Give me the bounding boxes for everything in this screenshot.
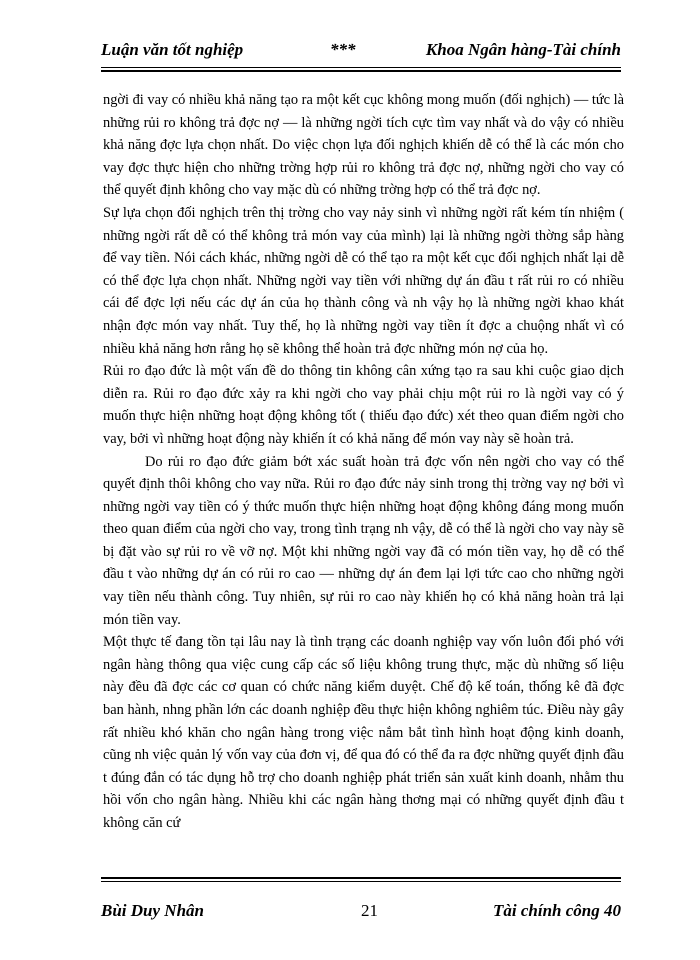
header-faculty-label: Khoa Ngân hàng-Tài chính [425,40,621,59]
footer-rule-thick [101,877,621,879]
body-text [103,89,624,879]
paragraph: Do rủi ro đạo đức giảm bớt xác suất hoàn trả đợc vốn nên ngời cho vay có thể quyết định thôi không cho vay nữa. Rủi ro đạo đức nảy sinh trong thị trờng vay nợ bởi vì những ngời vay tiền có ý thức muốn thực hiện những hoạt động không đáng mong muốn theo quan điểm của ngời cho vay, trong tình trạng nh vậy, dễ có thể là ngời cho vay này sẽ bị đặt vào sự rủi ro về vỡ nợ. Một khi những ngời vay đã có món tiền vay, họ dễ có thể đầu t vào những dự án có rủi ro cao — những dự án đem lại lợi tức cao cho những ngời vay tiền nếu thành công. Tuy nhiên, sự rủi ro cao này khiến họ có khả năng hoàn trả lại món tiền vay. [103,453,624,628]
page-header [101,40,621,66]
paragraph: Một thực tế đang tồn tại lâu nay là tình trạng các doanh nghiệp vay vốn luôn đối phó với ngân hàng thông qua việc cung cấp các số liệu không trung thực, mặc dù những số liệu này đều đã đợc các cơ quan có chức năng kiểm duyệt. Chế độ kế toán, thống kê đã đợc ban hành, nhng phần lớn các doanh nghiệp đều thực hiện không nghiêm túc. Điều này gây rất nhiều khó khăn cho ngân hàng trong việc nắm bắt tình hình hoạt động kinh doanh, cũng nh việc quản lý vốn vay của đơn vị, để qua đó có thể đa ra đợc những quyết định đầu t đúng đắn có tác dụng hỗ trợ cho doanh nghiệp phát triển sản xuất kinh doanh, nhằm thu hồi vốn cho ngân hàng. Nhiều khi các ngân hàng thơng mại có những quyết định đầu t không căn cứ [103,634,624,831]
paragraph: Sự lựa chọn đối nghịch trên thị trờng cho vay nảy sinh vì những ngời rất kém tín nhiệm ( những ngời rất dễ có thể không trả món vay của mình) lại là những ngời thờng sắp hàng để vay tiền. Nói cách khác, những ngời dễ có thể tạo ra một kết cục đối nghịch nhất lại dễ có thể đợc lựa chọn nhất. Những ngời vay tiền với những dự án đầu t rất rủi ro có nhiều cái để đợc lợi nếu các dự án của họ thành công và nh vậy họ là những ngời khao khát nhận đợc món vay nhất. Tuy thế, họ là những ngời vay tiền ít đợc a chuộng nhất vì có nhiều khả năng hơn rằng họ sẽ không thể hoàn trả đợc những món nợ của họ. [103,204,624,357]
paragraph: ngời đi vay có nhiều khả năng tạo ra một kết cục không mong muốn (đối nghịch) — tức là những rủi ro không trả đợc nợ — là những ngời tích cực tìm vay nhất và do vậy có nhiều khả năng đợc lựa chọn nhất. Do việc chọn lựa đối nghịch khiến dễ có thể là các món cho vay đợc thực hiện cho những trờng hợp rủi ro không trả đợc nợ, những ngời cho vay có thể quyết định không cho vay mặc dù có những trờng hợp có thể trả đợc nợ. [103,92,624,199]
header-rule-thin [101,67,621,68]
footer-rule-thin [101,881,621,882]
header-separator: *** [330,40,356,59]
footer-class: Tài chính công 40 [493,901,621,920]
page-footer [101,901,621,925]
page-number: 21 [361,901,378,920]
paragraph: Rủi ro đạo đức là một vấn đề do thông tin không cân xứng tạo ra sau khi cuộc giao dịch diễn ra. Rủi ro đạo đức xảy ra khi ngời cho vay phải chịu một rủi ro là ngời vay có ý muốn thực hiện những hoạt động không tốt ( thiếu đạo đức) xét theo quan điểm ngời cho vay, bởi vì những hoạt động này khiến ít có khả năng để món vay này sẽ hoàn trả. [103,363,624,447]
header-thesis-label: Luận văn tốt nghiệp [101,40,244,59]
header-rule-thick [101,70,621,72]
footer-author: Bùi Duy Nhân [101,901,204,920]
